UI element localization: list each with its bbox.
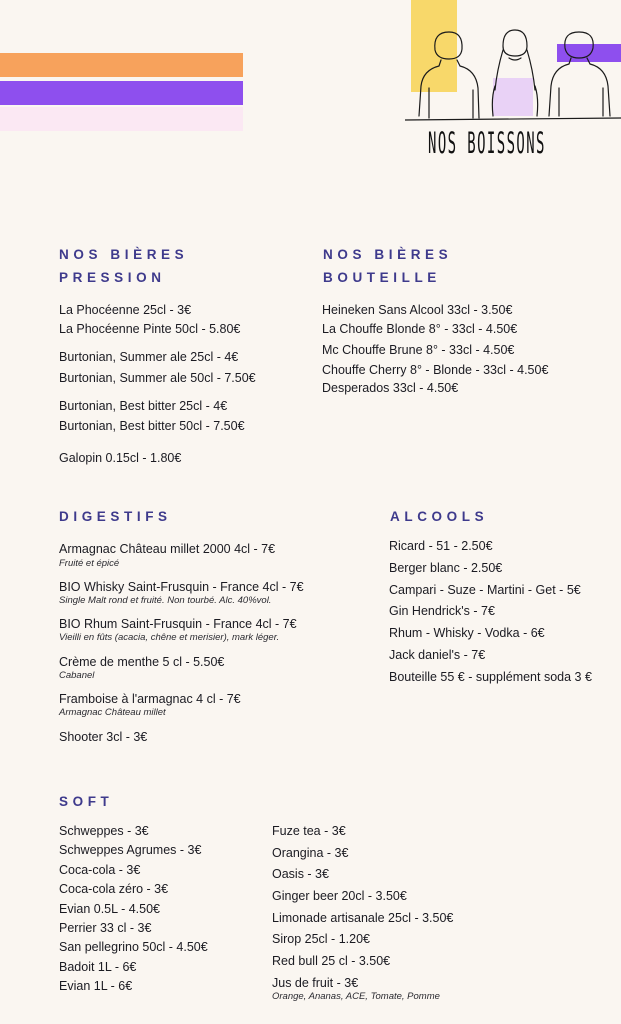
menu-item: Coca-cola - 3€ (59, 863, 141, 877)
menu-item: Red bull 25 cl - 3.50€ (272, 954, 391, 968)
section-heading-pression (59, 243, 188, 289)
heading-line: SOFT (59, 794, 114, 809)
page-title: NOS BOISSONS (428, 126, 546, 160)
menu-item: Framboise à l'armagnac 4 cl - 7€ (59, 692, 241, 706)
decorative-band-pink (0, 107, 243, 131)
menu-item: La Phocéenne Pinte 50cl - 5.80€ (59, 322, 241, 336)
decorative-band-purple (0, 81, 243, 105)
menu-item: Oasis - 3€ (272, 867, 329, 881)
menu-item: Burtonian, Summer ale 25cl - 4€ (59, 350, 239, 364)
section-heading-soft (59, 790, 113, 813)
menu-item-note: Armagnac Château millet (59, 707, 166, 718)
menu-item: Schweppes - 3€ (59, 824, 149, 838)
menu-item: Campari - Suze - Martini - Get - 5€ (389, 583, 581, 597)
menu-item: Crème de menthe 5 cl - 5.50€ (59, 655, 225, 669)
menu-item: Burtonian, Summer ale 50cl - 7.50€ (59, 371, 256, 385)
heading-line: NOS BIÈRES (323, 247, 453, 262)
menu-item: Fuze tea - 3€ (272, 824, 346, 838)
menu-item: Galopin 0.15cl - 1.80€ (59, 451, 182, 465)
menu-item-note: Vieilli en fûts (acacia, chêne et merisier), mark léger. (59, 632, 280, 643)
people-illustration (405, 28, 621, 128)
menu-item: Bouteille 55 € - supplément soda 3 € (389, 670, 592, 684)
menu-item: Evian 0.5L - 4.50€ (59, 902, 160, 916)
section-heading-bouteille (323, 243, 452, 289)
menu-item: Berger blanc - 2.50€ (389, 561, 503, 575)
heading-line: NOS BIÈRES (59, 247, 189, 262)
menu-item-note: Orange, Ananas, ACE, Tomate, Pomme (272, 991, 440, 1002)
menu-item: Sirop 25cl - 1.20€ (272, 932, 370, 946)
menu-item: Heineken Sans Alcool 33cl - 3.50€ (322, 303, 513, 317)
menu-item: Burtonian, Best bitter 50cl - 7.50€ (59, 419, 245, 433)
menu-item: Orangina - 3€ (272, 846, 349, 860)
menu-item: Perrier 33 cl - 3€ (59, 921, 152, 935)
menu-item: BIO Rhum Saint-Frusquin - France 4cl - 7€ (59, 617, 297, 631)
menu-item: Mc Chouffe Brune 8° - 33cl - 4.50€ (322, 343, 515, 357)
menu-item: Coca-cola zéro - 3€ (59, 882, 169, 896)
menu-item: Gin Hendrick's - 7€ (389, 604, 495, 618)
heading-line: PRESSION (59, 270, 166, 285)
menu-item: Schweppes Agrumes - 3€ (59, 843, 202, 857)
menu-item: Chouffe Cherry 8° - Blonde - 33cl - 4.50€ (322, 363, 549, 377)
menu-item: Limonade artisanale 25cl - 3.50€ (272, 911, 454, 925)
menu-item: Jus de fruit - 3€ (272, 976, 359, 990)
menu-item: Shooter 3cl - 3€ (59, 730, 148, 744)
menu-item: Rhum - Whisky - Vodka - 6€ (389, 626, 545, 640)
heading-line: BOUTEILLE (323, 270, 441, 285)
decorative-band-orange (0, 53, 243, 77)
menu-item: Jack daniel's - 7€ (389, 648, 486, 662)
heading-line: ALCOOLS (390, 509, 489, 524)
menu-item: Burtonian, Best bitter 25cl - 4€ (59, 399, 228, 413)
menu-item: Desperados 33cl - 4.50€ (322, 381, 459, 395)
menu-item: San pellegrino 50cl - 4.50€ (59, 940, 208, 954)
menu-item-note: Cabanel (59, 670, 95, 681)
heading-line: DIGESTIFS (59, 509, 172, 524)
menu-item: La Chouffe Blonde 8° - 33cl - 4.50€ (322, 322, 518, 336)
section-heading-digestifs (59, 505, 172, 528)
menu-item-note: Single Malt rond et fruité. Non tourbé. Alc. 40%vol. (59, 595, 272, 606)
menu-item: BIO Whisky Saint-Frusquin - France 4cl - 7€ (59, 580, 304, 594)
menu-item: Ricard - 51 - 2.50€ (389, 539, 493, 553)
menu-item: Ginger beer 20cl - 3.50€ (272, 889, 407, 903)
menu-item: La Phocéenne 25cl - 3€ (59, 303, 192, 317)
menu-item: Armagnac Château millet 2000 4cl - 7€ (59, 542, 276, 556)
menu-item-note: Fruité et épicé (59, 558, 120, 569)
menu-item: Evian 1L - 6€ (59, 979, 133, 993)
menu-item: Badoit 1L - 6€ (59, 960, 137, 974)
section-heading-alcools (390, 505, 488, 528)
